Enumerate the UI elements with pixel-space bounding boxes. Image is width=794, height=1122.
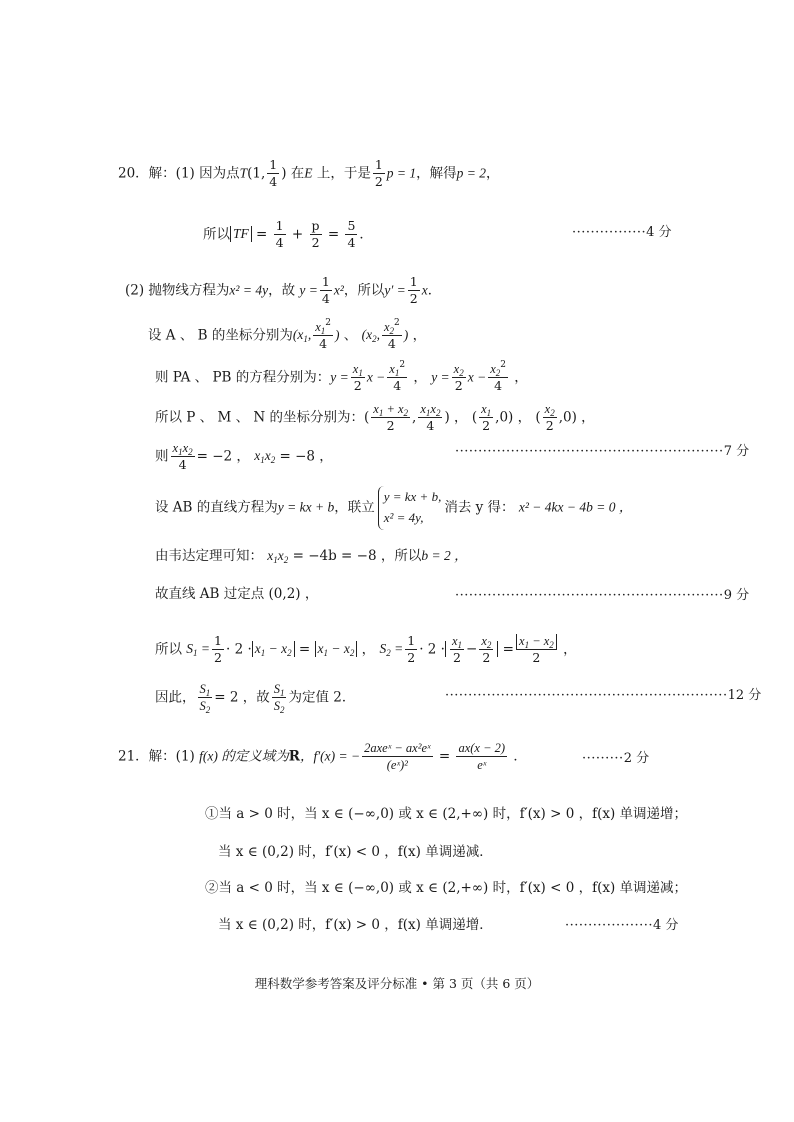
p21-line1: 21．解：(1) f(x) 的定义域为R，f′(x) = − $\frac{\text{2axeˣ − ax²eˣ}}{\text{(eˣ)²}}$ = $\frac{ax(x - 2)}{\text{eˣ}}$ ． <box>118 741 527 773</box>
fraction: $\frac{5}{4}$ <box>347 218 356 251</box>
fraction: $\frac{p}{2}$ <box>311 218 320 251</box>
p20-line2: 所以 TF = $\frac{1}{4}$ + $\frac{p}{2}$ = $\frac{5}{4}$ ． <box>203 218 373 251</box>
p20-ratio: 因此， $\frac{S_1}{S_2}$ = 2 ，故 $\frac{S_1}{S_2}$ 为定值 2． <box>155 682 356 716</box>
p20-fixed: 故直线 AB 过定点 (0,2) ， <box>155 586 319 602</box>
score-4: ················4 分 <box>572 225 672 240</box>
fraction: $\frac{1}{4}$ <box>321 274 330 307</box>
p21-case2a: ②当 a < 0 时，当 x ∈ (−∞,0) 或 x ∈ (2,+∞) 时，f′(x) < 0 ，f(x) 单调递减； <box>205 880 688 896</box>
score-4b: ···················4 分 <box>565 918 679 933</box>
abs-tf: TF <box>230 226 252 242</box>
fraction: $\frac{1}{2}$ <box>374 157 383 190</box>
fraction: $\frac{1}{4}$ <box>275 218 284 251</box>
p20-line1: 20．解：(1) 因为点T(1, $\frac{1}{4}$ ) 在E 上，于是 $\frac{1}{2}$ p = 1，解得p = 2， <box>118 157 500 190</box>
p20-part2: (2) 抛物线方程为x² = 4y，故 y = $\frac{1}{4}$ x²，所以y′ = $\frac{1}{2}$ x． <box>125 274 442 307</box>
score-9: ··························································9 分 <box>455 588 750 603</box>
p20-intro: 20．解：(1) 因为点 <box>118 165 240 182</box>
score-7: ··························································7 分 <box>455 444 750 459</box>
p20-pmn: 所以 P 、 M 、 N 的坐标分别为：( $\frac{x_1 + x_2}{2}$ , $\frac{x_1x_2}{4}$ ) ， ( $\frac{x_1}{2}$ ,0) ， ( $\frac{x_2}{2}$ ,0) ， <box>155 402 595 434</box>
p20-areas: 所以 $S_1$ = $\frac{1}{2}$ · $2 \cdot x_1 - x_2 = x_1 - x_2$ ， $S_2$ = $\frac{1}{2}$ · 2 · $\frac{x_1}{2}$ − $\frac{x_2}{2}$ = $\frac{x_1 - x_2}{2}$ ， <box>155 633 577 666</box>
p20-coords: 设 A 、 B 的坐标分别为($x_1$, $\frac{x_1^2}{4}$ ) 、 ($x_2$, $\frac{x_2^2}{4}$ ) ， <box>148 318 427 352</box>
p21-case1b: 当 x ∈ (0,2) 时，f′(x) < 0 ，f(x) 单调递减． <box>218 844 493 860</box>
p20-pa-pb: 则 PA 、 PB 的方程分别为：y = $\frac{x_1}{2}$ x − $\frac{x_1^2}{4}$ ， y = $\frac{x_2}{2}$ x − $\frac{x_2^2}{4}$ ， <box>155 360 528 394</box>
p20-vieta: 由韦达定理可知： $x_1x_2 = -4b = -8$ ，所以b = 2 ， <box>155 548 468 565</box>
fraction: $\frac{1}{4}$ <box>269 157 278 190</box>
fraction: $\frac{1}{2}$ <box>409 274 418 307</box>
score-2: ·········2 分 <box>582 751 650 766</box>
p20-ab: 设 AB 的直线方程为y = kx + b，联立 y = kx + b, x² = 4y, 消去 y 得： x² − 4kx − 4b = 0 ， <box>155 486 632 530</box>
equation-system: y = kx + b, x² = 4y, <box>378 486 442 530</box>
p21-case2b: 当 x ∈ (0,2) 时，f′(x) > 0 ，f(x) 单调递增． <box>218 917 493 933</box>
p20-x1x2: 则 $\frac{x_1x_2}{4}$ = −2 ， $x_1x_2 = -8$ ， <box>155 441 333 473</box>
p21-case1a: ①当 a > 0 时，当 x ∈ (−∞,0) 或 x ∈ (2,+∞) 时，f′(x) > 0 ，f(x) 单调递增； <box>205 806 688 822</box>
score-12: ·····························································12 分 <box>445 688 762 703</box>
page-footer: 理科数学参考答案及评分标准 • 第 3 页（共 6 页） <box>254 976 540 991</box>
